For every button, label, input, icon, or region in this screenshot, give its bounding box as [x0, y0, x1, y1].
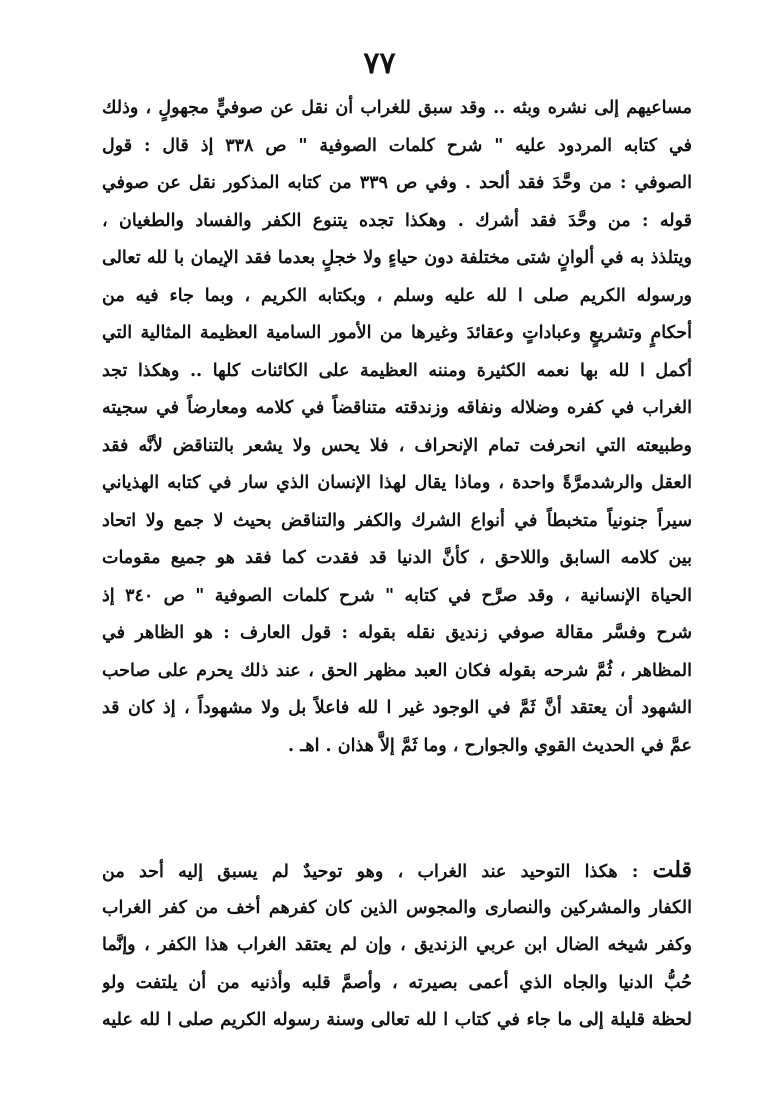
text-line: أحكامٍ وتشريعٍ وعباداتٍ وعقائدَ وغيرها من الأمور السامية العظيمة المثالية التي	[102, 323, 692, 343]
text-line: سيراً جنونياً متخبطاً في أنواع الشرك والكفر والتناقض بحيث لا جمع ولا اتحاد	[102, 510, 692, 531]
text-line: المظاهر ، ثُمَّ شرحه بقوله فكان العبد مظهر الحق ، عند ذلك يحرم على صاحب	[102, 660, 692, 681]
text-line: حُبُّ الدنيا والجاه الذي أعمى بصيرته ، وأصمَّ قلبه وأذنيه من أن يلتفت ولو	[102, 972, 692, 993]
text-line: قوله : من وحَّدَ فقد أشرك . وهكذا تجده يتنوع الكفر والفساد والطغيان ،	[102, 210, 692, 231]
text-line: عمَّ في الحديث القوي والجوارح ، وما ثَمَّ إلاَّ هذان . اهـ .	[288, 735, 692, 756]
text-line: مساعيهم إلى نشره وبثه .. وقد سبق للغراب أن نقل عن صوفيٍّ مجهولٍ ، وذلك	[102, 98, 692, 118]
text-line: ويتلذذ به في ألوانٍ شتى مختلفة دون حياءٍ ولا خجلٍ بعدما فقد الإيمان با لله تعالى	[102, 248, 692, 268]
text-line: الصوفي : من وحَّدَ فقد ألحد . وفي ص ٣٣٩ من كتابه المذكور نقل عن صوفي	[102, 173, 692, 193]
text-line: شرح وفسَّر مقالة صوفي زنديق نقله بقوله : قول العارف : هو الظاهر في	[102, 623, 692, 643]
text-line: العقل والرشدمرَّةً واحدة ، وماذا يقال لهذا الإنسان الذي سار في كتابه الهذياني	[102, 473, 692, 493]
lead-word: قلت	[652, 857, 692, 883]
paragraph-2	[102, 852, 692, 1040]
text-line: بين كلامه السابق واللاحق ، كأنَّ الدنيا قد فقدت كما فقد هو جميع مقومات	[102, 548, 692, 568]
text-line: الحياة الإنسانية ، وقد صرَّح في كتابه " شرح كلمات الصوفية " ص ٣٤٠ إذ	[102, 585, 692, 606]
text-line: الغراب في كفره وضلاله ونفاقه وزندقته متناقضاً في كلامه ومعارضاً في سجيته	[102, 398, 692, 418]
first-line-text: : هكذا التوحيد عند الغراب ، وهو توحيدٌ لم يسبق إليه أحد من	[102, 862, 653, 882]
paragraph-1	[102, 90, 692, 765]
text-line-first	[102, 852, 692, 890]
page-number: ٧٧	[363, 46, 396, 81]
text-line: الكفار والمشركين والنصارى والمجوس الذين كان كفرهم أخف من كفر الغراب	[102, 897, 692, 918]
text-line: أكمل ا لله بها نعمه الكثيرة ومننه العظيمة على الكائنات كلها .. وهكذا تجد	[102, 360, 692, 381]
text-line: الشهود أن يعتقد أنَّ ثَمَّ في الوجود غير ا لله فاعلاً بل ولا مشهوداً ، إذ كان قد	[102, 698, 692, 718]
text-line: وطبيعته التي انحرفت تمام الإنحراف ، فلا يحس ولا يشعر بالتناقض لأنَّه فقد	[102, 435, 692, 456]
text-line: في كتابه المردود عليه " شرح كلمات الصوفية " ص ٣٣٨ إذ قال : قول	[102, 135, 692, 156]
text-line: وكفر شيخه الضال ابن عربي الزنديق ، وإن لم يعتقد الغراب هذا الكفر ، وإنَّما	[102, 935, 692, 955]
text-line: لحظة قليلة إلى ما جاء في كتاب ا لله تعالى وسنة رسوله الكريم صلى ا لله عليه	[102, 1010, 692, 1030]
text-line: ورسوله الكريم صلى ا لله عليه وسلم ، وبكتابه الكريم ، وبما جاء فيه من	[102, 285, 692, 306]
